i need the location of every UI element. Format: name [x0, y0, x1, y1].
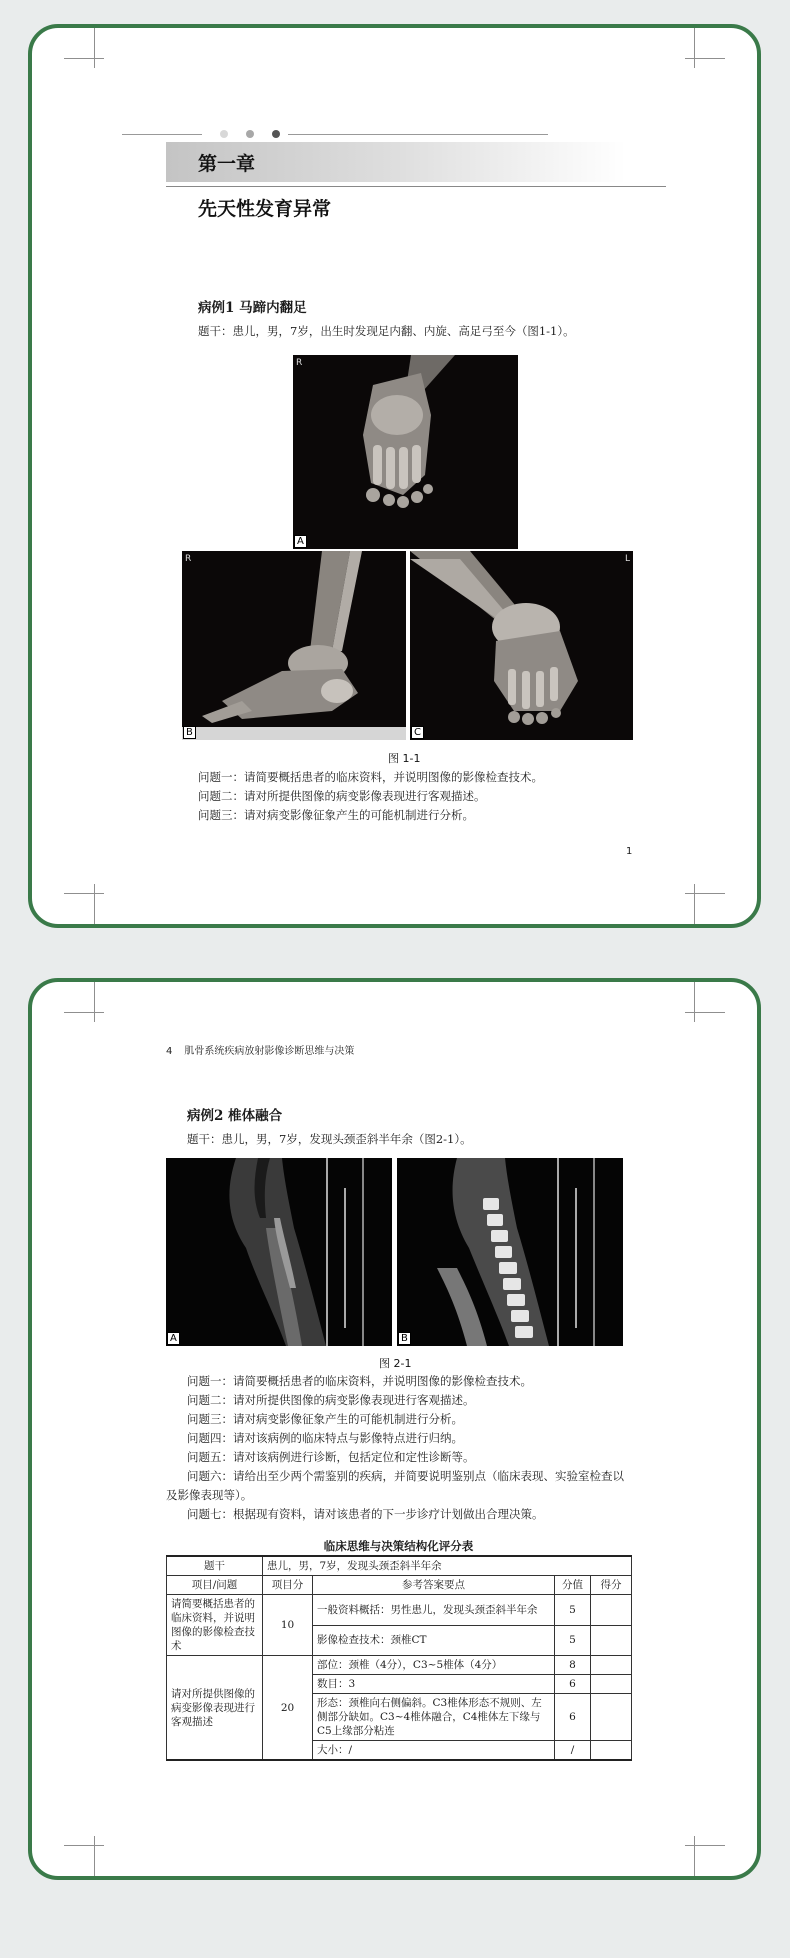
question-list	[166, 1372, 624, 1524]
header-cell: 得分	[591, 1576, 632, 1595]
chapter-rule	[166, 186, 666, 187]
figure-caption: 图 1-1	[388, 752, 421, 765]
foot-ap-image	[293, 355, 518, 549]
header-cell: 项目分	[263, 1576, 313, 1595]
score-cell[interactable]	[591, 1595, 632, 1626]
item-cell: 请对所提供图像的病变影像表现进行客观描述	[167, 1656, 263, 1761]
ct-panel-b	[397, 1158, 623, 1346]
case-title: 病例2 椎体融合	[187, 1108, 283, 1124]
figure-caption: 图 2-1	[379, 1357, 412, 1370]
header-cell: 项目/问题	[167, 1576, 263, 1595]
side-marker: R	[296, 358, 303, 368]
question-list	[198, 768, 543, 825]
crop-mark-top-left	[64, 982, 104, 1022]
item-cell: 请简要概括患者的临床资料，并说明图像的影像检查技术	[167, 1595, 263, 1656]
scoring-table	[166, 1555, 632, 1761]
crop-mark-top-right	[685, 982, 725, 1022]
header-cell: 分值	[555, 1576, 591, 1595]
decor-line-right	[288, 134, 548, 135]
value-cell: 5	[555, 1625, 591, 1656]
value-cell: 8	[555, 1656, 591, 1675]
xray-panel-a	[293, 355, 518, 549]
table-title: 临床思维与决策结构化评分表	[323, 1539, 474, 1553]
chapter-title: 先天性发育异常	[198, 198, 332, 220]
question-item: 问题二：请对所提供图像的病变影像表现进行客观描述。	[198, 789, 486, 803]
page-number: 1	[626, 846, 633, 857]
value-cell: 5	[555, 1595, 591, 1626]
book-page-2	[28, 978, 761, 1880]
decor-dot-mid	[246, 130, 254, 138]
crop-mark-top-right	[685, 28, 725, 68]
table-header-row	[167, 1576, 632, 1595]
question-item: 问题六：请给出至少两个需鉴别的疾病，并简要说明鉴别点（临床表现、实验室检查以	[187, 1469, 624, 1483]
table-row	[167, 1656, 632, 1675]
side-marker: R	[185, 554, 192, 564]
item-score-cell: 20	[263, 1656, 313, 1761]
decor-dot-light	[220, 130, 228, 138]
side-marker: L	[624, 554, 630, 564]
crop-mark-bottom-left	[64, 1836, 104, 1876]
running-head	[166, 1042, 354, 1057]
answer-point-cell: 一般资料概括：男性患儿，发现头颈歪斜半年余	[313, 1595, 555, 1626]
answer-point-cell: 影像检查技术：颈椎CT	[313, 1625, 555, 1656]
question-item: 问题五：请对该病例进行诊断，包括定位和定性诊断等。	[187, 1450, 475, 1464]
question-item: 问题一：请简要概括患者的临床资料，并说明图像的影像检查技术。	[187, 1374, 532, 1388]
score-cell[interactable]	[591, 1656, 632, 1675]
question-item: 问题三：请对病变影像征象产生的可能机制进行分析。	[187, 1412, 463, 1426]
question-item: 问题三：请对病变影像征象产生的可能机制进行分析。	[198, 808, 474, 822]
foot-oblique-image	[410, 551, 633, 740]
panel-letter: B	[398, 1332, 411, 1345]
panel-letter: A	[294, 535, 307, 548]
running-head-number: 4	[166, 1046, 173, 1057]
question-item: 问题一：请简要概括患者的临床资料，并说明图像的影像检查技术。	[198, 770, 543, 784]
question-item: 问题二：请对所提供图像的病变影像表现进行客观描述。	[187, 1393, 475, 1407]
case-stem: 题干：患儿，男，7岁，出生时发现足内翻、内旋、高足弓至今（图1-1）。	[198, 324, 575, 338]
case-title: 病例1 马蹄内翻足	[198, 300, 307, 316]
header-cell: 参考答案要点	[313, 1576, 555, 1595]
panel-letter: B	[183, 726, 196, 739]
score-cell[interactable]	[591, 1625, 632, 1656]
score-cell[interactable]	[591, 1694, 632, 1741]
case-stem: 题干：患儿，男，7岁，发现头颈歪斜半年余（图2-1）。	[187, 1132, 472, 1146]
decor-line-left	[122, 134, 202, 135]
answer-point-cell: 数目：3	[313, 1675, 555, 1694]
ct-panel-a	[166, 1158, 392, 1346]
ct-sagittal-bone	[397, 1158, 623, 1346]
table-row-stem	[167, 1556, 632, 1576]
item-score-cell: 10	[263, 1595, 313, 1656]
value-cell: 6	[555, 1694, 591, 1741]
question-item: 问题四：请对该病例的临床特点与影像特点进行归纳。	[187, 1431, 463, 1445]
panel-letter: A	[167, 1332, 180, 1345]
value-cell: /	[555, 1741, 591, 1761]
book-page-1	[28, 24, 761, 928]
running-head-title: 肌骨系统疾病放射影像诊断思维与决策	[184, 1046, 355, 1057]
score-cell[interactable]	[591, 1675, 632, 1694]
crop-mark-top-left	[64, 28, 104, 68]
crop-mark-bottom-left	[64, 884, 104, 924]
xray-panel-b	[182, 551, 406, 740]
crop-mark-bottom-right	[685, 884, 725, 924]
ct-sagittal-soft-tissue	[166, 1158, 392, 1346]
table-row	[167, 1595, 632, 1626]
value-cell: 6	[555, 1675, 591, 1694]
answer-point-cell: 大小：/	[313, 1741, 555, 1761]
question-item: 问题七：根据现有资料，请对该患者的下一步诊疗计划做出合理决策。	[187, 1507, 544, 1521]
decor-dot-dark	[272, 130, 280, 138]
panel-letter: C	[411, 726, 424, 739]
chapter-label: 第一章	[198, 153, 256, 175]
answer-point-cell: 形态：颈椎向右侧偏斜。C3椎体形态不规则、左侧部分缺如。C3~4椎体融合，C4椎体左下缘与C5上缘部分粘连	[313, 1694, 555, 1741]
question-item-continuation: 及影像表现等）。	[166, 1488, 253, 1502]
stem-label-cell: 题干	[167, 1556, 263, 1576]
answer-point-cell: 部位：颈椎（4分），C3~5椎体（4分）	[313, 1656, 555, 1675]
foot-lateral-image	[182, 551, 406, 740]
crop-mark-bottom-right	[685, 1836, 725, 1876]
stem-value-cell: 患儿，男，7岁，发现头颈歪斜半年余	[263, 1556, 632, 1576]
score-cell[interactable]	[591, 1741, 632, 1761]
xray-panel-c	[410, 551, 633, 740]
